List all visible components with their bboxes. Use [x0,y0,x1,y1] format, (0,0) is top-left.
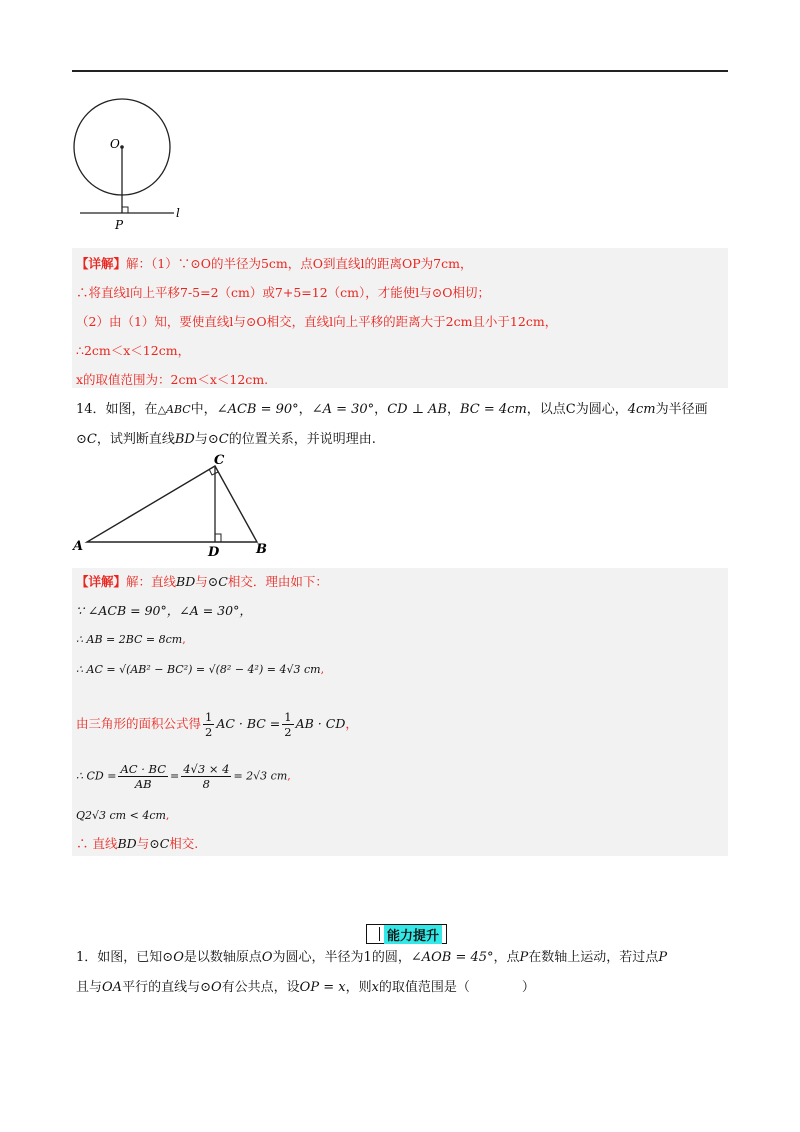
sol2-line5: ∴ CD = $\frac{AC \cdot BC}{AB}$ = $\frac{4√3 \times 4}{8}$ = 2√3 cm, [76,762,291,791]
label-p: P [115,218,124,232]
section-square-icon [367,927,380,941]
sol1-line1: 【详解】解：（1）∵⊙O的半径为5cm，点O到直线l的距离OP为7cm， [76,256,473,271]
label-o: O [110,137,120,151]
frac-cd-1: $\frac{AC \cdot BC}{AB}$ [120,762,166,791]
header-rule [72,70,728,72]
frac-half-1: $\frac{1}{2}$ [205,710,213,739]
label-c: C [214,453,225,468]
question-1-line2: 且与OA平行的直线与⊙O有公共点，设OP = x，则x的取值范围是（ ） [76,980,535,995]
label-d: D [208,545,220,560]
sol2-line6: Q2√3 cm < 4cm, [76,809,170,822]
sol2-line1: ∵ ∠ACB = 90°，∠A = 30°， [76,603,252,618]
sol1-line3: （2）由（1）知，要使直线l与⊙O相交，直线l向上平移的距离大于2cm且小于12cm， [76,314,558,329]
sol2-line4: 由三角形的面积公式得 $\frac{1}{2}$ AC · BC = $\frac{1}{2}$ AB · CD， [76,710,358,739]
frac-cd-2: $\frac{4√3 \times 4}{8}$ [183,762,230,791]
sol2-line7: ∴ 直线BD与⊙C相交. [76,836,199,851]
label-a: A [73,539,84,554]
question-1-line1: 1．如图，已知⊙O是以数轴原点O为圆心，半径为1的圆，∠AOB = 45°，点P在数轴上运动，若过点P [76,950,668,965]
question-14-line1: 14．如图，在△ABC中，∠ACB = 90°，∠A = 30°，CD ⊥ AB，BC = 4cm，以点C为圆心，4cm为半径画 [76,402,708,417]
section-title: 能力提升 [366,924,447,944]
right-angle-mark [122,207,128,213]
sol1-tag: 【详解】 [76,256,127,271]
sol1-line4: ∴2cm＜x＜12cm， [76,343,191,358]
sol2-head: 【详解】解：直线BD与⊙C相交．理由如下： [76,574,328,589]
label-l: l [176,206,180,220]
sol1-line5: x的取值范围为：2cm＜x＜12cm. [76,372,269,387]
triangle-figure [70,452,280,560]
triangle-abc [87,466,257,542]
frac-half-2: $\frac{1}{2}$ [284,710,292,739]
label-b: B [256,542,267,557]
circle-line-figure [72,92,202,234]
sol1-line2: ∴将直线l向上平移7-5=2（cm）或7+5=12（cm），才能使l与⊙O相切； [76,285,490,300]
sol2-line2: ∴ AB = 2BC = 8cm, [76,633,186,646]
right-angle-d [215,534,221,542]
question-14-line2: ⊙C，试判断直线BD与⊙C的位置关系，并说明理由. [76,432,376,447]
sol2-line3: ∴ AC = √(AB² − BC²) = √(8² − 4²) = 4√3 cm, [76,663,325,676]
